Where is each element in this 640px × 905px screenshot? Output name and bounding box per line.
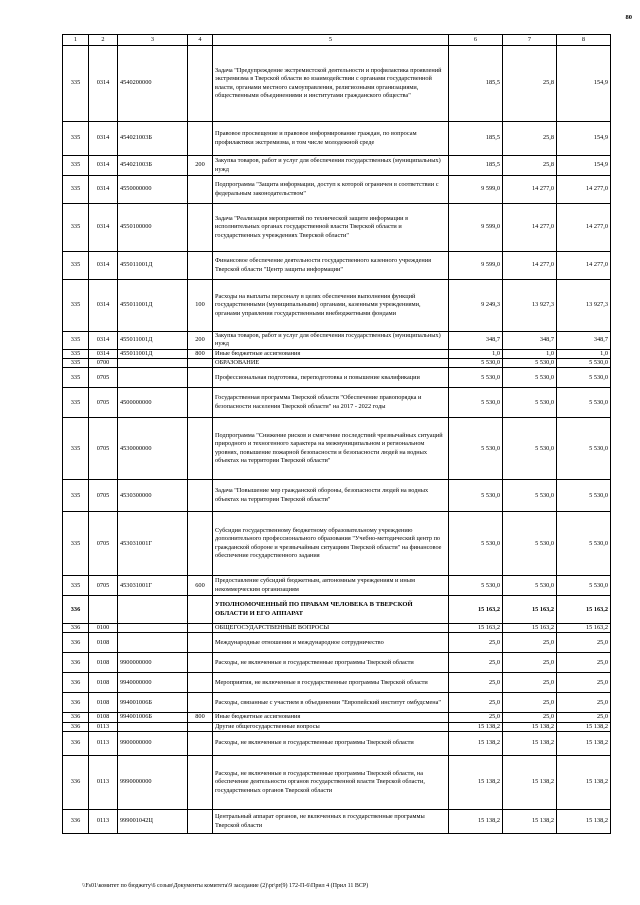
description-cell: Предоставление субсидий бюджетным, автономным учреждениям и иным некоммерческим организациям — [213, 576, 449, 596]
table-row — [63, 368, 611, 388]
expense-type-cell — [188, 732, 213, 756]
amount-cell: 25,0 — [503, 693, 557, 713]
description-cell: Подпрограмма "Снижение рисков и смягчение последствий чрезвычайных ситуаций природного и техногенного характера на межмуниципальном и региональном уровнях, повышение пожарной безопасности и безопасности людей на водных объектах на территории Тверской области" — [213, 418, 449, 480]
amount-cell: 5 530,0 — [449, 480, 503, 512]
target-article-cell: 9900000000 — [118, 653, 188, 673]
code-administrator-cell: 335 — [63, 204, 89, 252]
description-cell: Мероприятия, не включенные в государственные программы Тверской области — [213, 673, 449, 693]
expense-type-cell: 200 — [188, 332, 213, 350]
target-article-cell: 4540200000 — [118, 46, 188, 122]
description-cell: ОБЩЕГОСУДАРСТВЕННЫЕ ВОПРОСЫ — [213, 624, 449, 633]
amount-cell: 15 163,2 — [503, 596, 557, 624]
section-code-cell: 0108 — [89, 633, 118, 653]
amount-cell: 25,0 — [503, 673, 557, 693]
expense-type-cell — [188, 252, 213, 280]
amount-cell: 185,5 — [449, 156, 503, 176]
amount-cell: 5 530,0 — [503, 418, 557, 480]
code-administrator-cell: 335 — [63, 176, 89, 204]
section-code-cell: 0314 — [89, 332, 118, 350]
code-administrator-cell: 336 — [63, 633, 89, 653]
table-row — [63, 46, 611, 122]
description-cell: Профессиональная подготовка, переподготовка и повышение квалификации — [213, 368, 449, 388]
table-row — [63, 576, 611, 596]
amount-cell: 9 249,3 — [449, 280, 503, 332]
amount-cell: 14 277,0 — [557, 204, 611, 252]
section-code-cell: 0113 — [89, 722, 118, 731]
section-code-cell: 0314 — [89, 280, 118, 332]
target-article-cell — [118, 358, 188, 367]
table-row — [63, 176, 611, 204]
amount-cell: 15 138,2 — [557, 732, 611, 756]
amount-cell: 25,0 — [557, 673, 611, 693]
description-cell: УПОЛНОМОЧЕННЫЙ ПО ПРАВАМ ЧЕЛОВЕКА В ТВЕРСКОЙ ОБЛАСТИ И ЕГО АППАРАТ — [213, 596, 449, 624]
table-row — [63, 732, 611, 756]
expense-type-cell — [188, 756, 213, 810]
description-cell: Расходы, связанные с участием в объединении "Европейский институт омбудсмена" — [213, 693, 449, 713]
code-administrator-cell: 336 — [63, 624, 89, 633]
table-row — [63, 653, 611, 673]
code-administrator-cell: 336 — [63, 722, 89, 731]
column-header: 8 — [557, 35, 611, 46]
section-code-cell: 0314 — [89, 156, 118, 176]
expense-type-cell — [188, 673, 213, 693]
target-article-cell: 4550000000 — [118, 176, 188, 204]
amount-cell: 5 530,0 — [557, 512, 611, 576]
target-article-cell: 455011001Д — [118, 349, 188, 358]
target-article-cell: 4530000000 — [118, 418, 188, 480]
table-row — [63, 633, 611, 653]
table-row — [63, 418, 611, 480]
target-article-cell: 9900000000 — [118, 732, 188, 756]
amount-cell: 25,0 — [557, 653, 611, 673]
table-row — [63, 332, 611, 350]
target-article-cell — [118, 368, 188, 388]
amount-cell: 25,0 — [503, 713, 557, 722]
column-header: 5 — [213, 35, 449, 46]
amount-cell: 5 530,0 — [557, 418, 611, 480]
amount-cell: 25,8 — [503, 156, 557, 176]
expense-type-cell — [188, 176, 213, 204]
expense-type-cell — [188, 358, 213, 367]
budget-table — [62, 34, 611, 834]
column-header: 6 — [449, 35, 503, 46]
amount-cell: 25,0 — [557, 713, 611, 722]
column-header: 1 — [63, 35, 89, 46]
amount-cell: 5 530,0 — [503, 388, 557, 418]
code-administrator-cell: 336 — [63, 596, 89, 624]
amount-cell: 15 163,2 — [557, 596, 611, 624]
amount-cell: 15 138,2 — [449, 732, 503, 756]
amount-cell: 9 599,0 — [449, 204, 503, 252]
expense-type-cell: 200 — [188, 156, 213, 176]
amount-cell: 25,0 — [449, 633, 503, 653]
section-code-cell: 0705 — [89, 388, 118, 418]
amount-cell: 15 163,2 — [449, 624, 503, 633]
section-code-cell: 0700 — [89, 358, 118, 367]
description-cell: Расходы, не включенные в государственные программы Тверской области — [213, 732, 449, 756]
amount-cell: 185,5 — [449, 122, 503, 156]
expense-type-cell — [188, 624, 213, 633]
target-article-cell: 454021003Б — [118, 156, 188, 176]
amount-cell: 25,0 — [557, 693, 611, 713]
amount-cell: 15 163,2 — [449, 596, 503, 624]
expense-type-cell — [188, 204, 213, 252]
code-administrator-cell: 335 — [63, 122, 89, 156]
target-article-cell: 455011001Д — [118, 252, 188, 280]
section-code-cell: 0314 — [89, 176, 118, 204]
section-code-cell: 0108 — [89, 653, 118, 673]
target-article-cell: 454021003Б — [118, 122, 188, 156]
description-cell: Расходы, не включенные в государственные программы Тверской области — [213, 653, 449, 673]
amount-cell: 9 599,0 — [449, 176, 503, 204]
target-article-cell: 999001042Ц — [118, 810, 188, 834]
amount-cell: 25,0 — [503, 633, 557, 653]
target-article-cell: 4550100000 — [118, 204, 188, 252]
code-administrator-cell: 335 — [63, 332, 89, 350]
target-article-cell: 455011001Д — [118, 280, 188, 332]
amount-cell: 5 530,0 — [449, 368, 503, 388]
table-row — [63, 722, 611, 731]
section-code-cell: 0705 — [89, 512, 118, 576]
target-article-cell — [118, 722, 188, 731]
amount-cell: 25,0 — [449, 653, 503, 673]
table-row — [63, 596, 611, 624]
expense-type-cell — [188, 388, 213, 418]
code-administrator-cell: 336 — [63, 810, 89, 834]
table-row — [63, 713, 611, 722]
column-header: 4 — [188, 35, 213, 46]
expense-type-cell — [188, 810, 213, 834]
code-administrator-cell: 335 — [63, 280, 89, 332]
expense-type-cell: 100 — [188, 280, 213, 332]
amount-cell: 5 530,0 — [557, 480, 611, 512]
amount-cell: 15 138,2 — [449, 756, 503, 810]
description-cell: Финансовое обеспечение деятельности государственного казенного учреждения Тверской области "Центр защиты информации" — [213, 252, 449, 280]
description-cell: Подпрограмма "Защита информации, доступ к которой ограничен в соответствии с федеральным законодательством" — [213, 176, 449, 204]
amount-cell: 1,0 — [557, 349, 611, 358]
amount-cell: 5 530,0 — [557, 576, 611, 596]
table-body — [63, 46, 611, 834]
amount-cell: 25,0 — [449, 693, 503, 713]
amount-cell: 154,9 — [557, 46, 611, 122]
amount-cell: 348,7 — [449, 332, 503, 350]
target-article-cell — [118, 633, 188, 653]
table-row — [63, 204, 611, 252]
section-code-cell — [89, 596, 118, 624]
amount-cell: 5 530,0 — [449, 576, 503, 596]
section-code-cell: 0705 — [89, 418, 118, 480]
amount-cell: 154,9 — [557, 156, 611, 176]
amount-cell: 9 599,0 — [449, 252, 503, 280]
description-cell: Иные бюджетные ассигнования — [213, 349, 449, 358]
code-administrator-cell: 335 — [63, 480, 89, 512]
table-row — [63, 358, 611, 367]
table-row — [63, 252, 611, 280]
code-administrator-cell: 336 — [63, 713, 89, 722]
code-administrator-cell: 336 — [63, 673, 89, 693]
section-code-cell: 0314 — [89, 46, 118, 122]
amount-cell: 14 277,0 — [503, 176, 557, 204]
amount-cell: 15 163,2 — [557, 624, 611, 633]
expense-type-cell — [188, 512, 213, 576]
description-cell: Правовое просвещение и правовое информирование граждан, по вопросам профилактики экстремизма, в том числе молодежной среде — [213, 122, 449, 156]
description-cell: Закупка товаров, работ и услуг для обеспечения государственных (муниципальных) нужд — [213, 332, 449, 350]
expense-type-cell: 800 — [188, 713, 213, 722]
target-article-cell: 455011001Д — [118, 332, 188, 350]
section-code-cell: 0705 — [89, 576, 118, 596]
code-administrator-cell: 335 — [63, 358, 89, 367]
amount-cell: 25,0 — [557, 633, 611, 653]
amount-cell: 154,9 — [557, 122, 611, 156]
amount-cell: 13 927,3 — [557, 280, 611, 332]
description-cell: Задача "Реализация мероприятий по технической защите информации в исполнительных органах государственной власти Тверской области и государственных учреждениях Тверской области" — [213, 204, 449, 252]
amount-cell: 5 530,0 — [503, 512, 557, 576]
amount-cell: 25,8 — [503, 122, 557, 156]
expense-type-cell — [188, 368, 213, 388]
amount-cell: 5 530,0 — [449, 388, 503, 418]
description-cell: Расходы, не включенные в государственные программы Тверской области, на обеспечение деятельности органов государственной власти Тверской области, государственных органов Тверской области — [213, 756, 449, 810]
section-code-cell: 0108 — [89, 713, 118, 722]
amount-cell: 15 138,2 — [557, 722, 611, 731]
amount-cell: 14 277,0 — [557, 176, 611, 204]
code-administrator-cell: 336 — [63, 732, 89, 756]
code-administrator-cell: 335 — [63, 156, 89, 176]
amount-cell: 5 530,0 — [503, 480, 557, 512]
code-administrator-cell: 335 — [63, 368, 89, 388]
page-number: 80 — [625, 14, 632, 21]
section-code-cell: 0705 — [89, 480, 118, 512]
code-administrator-cell: 335 — [63, 576, 89, 596]
amount-cell: 5 530,0 — [557, 388, 611, 418]
table-row — [63, 156, 611, 176]
section-code-cell: 0113 — [89, 756, 118, 810]
expense-type-cell — [188, 693, 213, 713]
code-administrator-cell: 335 — [63, 512, 89, 576]
amount-cell: 5 530,0 — [449, 418, 503, 480]
description-cell: Иные бюджетные ассигнования — [213, 713, 449, 722]
expense-type-cell: 800 — [188, 349, 213, 358]
section-code-cell: 0314 — [89, 204, 118, 252]
expense-type-cell — [188, 596, 213, 624]
target-article-cell: 4500000000 — [118, 388, 188, 418]
amount-cell: 14 277,0 — [503, 204, 557, 252]
description-cell: Расходы на выплаты персоналу в целях обеспечения выполнения функций государственными (муниципальными) органами, казенными учреждениями, органами управления государственными внебюджетными фондами — [213, 280, 449, 332]
target-article-cell: 453031001Г — [118, 576, 188, 596]
description-cell: Государственная программа Тверской области "Обеспечение правопорядка и безопасности населения Тверской области" на 2017 - 2022 годы — [213, 388, 449, 418]
amount-cell: 25,0 — [503, 653, 557, 673]
table-row — [63, 693, 611, 713]
table-row — [63, 280, 611, 332]
code-administrator-cell: 336 — [63, 693, 89, 713]
expense-type-cell — [188, 722, 213, 731]
target-article-cell: 453031001Г — [118, 512, 188, 576]
table-row — [63, 349, 611, 358]
description-cell: Другие общегосударственные вопросы — [213, 722, 449, 731]
description-cell: Задача "Повышение мер гражданской обороны, безопасности людей на водных объектах на территории Тверской области" — [213, 480, 449, 512]
amount-cell: 15 138,2 — [503, 722, 557, 731]
amount-cell: 25,0 — [449, 673, 503, 693]
amount-cell: 25,0 — [449, 713, 503, 722]
code-administrator-cell: 336 — [63, 653, 89, 673]
amount-cell: 14 277,0 — [503, 252, 557, 280]
description-cell: Задача "Предупреждение экстремистской деятельности и профилактика проявлений экстремизма в Тверской области во взаимодействии с органами государственной власти, органами местного самоуправления, религиозными организациями, общественными объединениями и институтами гражданского общества" — [213, 46, 449, 122]
code-administrator-cell: 335 — [63, 252, 89, 280]
expense-type-cell: 600 — [188, 576, 213, 596]
expense-type-cell — [188, 122, 213, 156]
amount-cell: 1,0 — [503, 349, 557, 358]
expense-type-cell — [188, 480, 213, 512]
target-article-cell: 9990000000 — [118, 756, 188, 810]
table-row — [63, 673, 611, 693]
description-cell: Закупка товаров, работ и услуг для обеспечения государственных (муниципальных) нужд — [213, 156, 449, 176]
amount-cell: 15 138,2 — [503, 810, 557, 834]
description-cell: Субсидия государственному бюджетному образовательному учреждению дополнительного профессионального образования "Учебно-методический центр по гражданской обороне и чрезвычайным ситуациям Тверской области" на финансовое обеспечение государственного задания — [213, 512, 449, 576]
table-row — [63, 624, 611, 633]
amount-cell: 5 530,0 — [503, 358, 557, 367]
expense-type-cell — [188, 653, 213, 673]
amount-cell: 1,0 — [449, 349, 503, 358]
target-article-cell: 994001006Б — [118, 713, 188, 722]
target-article-cell — [118, 624, 188, 633]
expense-type-cell — [188, 46, 213, 122]
section-code-cell: 0113 — [89, 810, 118, 834]
amount-cell: 13 927,3 — [503, 280, 557, 332]
column-header: 7 — [503, 35, 557, 46]
description-cell: Международные отношения и международное сотрудничество — [213, 633, 449, 653]
section-code-cell: 0314 — [89, 252, 118, 280]
amount-cell: 14 277,0 — [557, 252, 611, 280]
section-code-cell: 0314 — [89, 122, 118, 156]
expense-type-cell — [188, 418, 213, 480]
code-administrator-cell: 335 — [63, 388, 89, 418]
section-code-cell: 0314 — [89, 349, 118, 358]
amount-cell: 25,8 — [503, 46, 557, 122]
amount-cell: 185,5 — [449, 46, 503, 122]
section-code-cell: 0100 — [89, 624, 118, 633]
table-row — [63, 480, 611, 512]
amount-cell: 15 138,2 — [503, 732, 557, 756]
table-row — [63, 388, 611, 418]
description-cell: Центральный аппарат органов, не включенных в государственные программы Тверской области — [213, 810, 449, 834]
amount-cell: 5 530,0 — [557, 358, 611, 367]
target-article-cell: 4530300000 — [118, 480, 188, 512]
table-header-row — [63, 35, 611, 46]
amount-cell: 348,7 — [557, 332, 611, 350]
amount-cell: 348,7 — [503, 332, 557, 350]
amount-cell: 5 530,0 — [449, 512, 503, 576]
table-row — [63, 756, 611, 810]
amount-cell: 15 138,2 — [503, 756, 557, 810]
table-row — [63, 512, 611, 576]
code-administrator-cell: 336 — [63, 756, 89, 810]
table-row — [63, 122, 611, 156]
code-administrator-cell: 335 — [63, 418, 89, 480]
footer-file-path: \\Fs01\комитет по бюджету\6 созыв\Документы комитета\9 заседание (2)\pr\pr(9) 172-П-6\Прил 4 (Прил 11 ВСР) — [82, 883, 369, 889]
column-header: 3 — [118, 35, 188, 46]
table-row — [63, 810, 611, 834]
section-code-cell: 0705 — [89, 368, 118, 388]
amount-cell: 15 138,2 — [449, 810, 503, 834]
target-article-cell — [118, 596, 188, 624]
code-administrator-cell: 335 — [63, 349, 89, 358]
target-article-cell: 9940000000 — [118, 673, 188, 693]
target-article-cell: 994001006Б — [118, 693, 188, 713]
amount-cell: 15 138,2 — [557, 756, 611, 810]
description-cell: ОБРАЗОВАНИЕ — [213, 358, 449, 367]
code-administrator-cell: 335 — [63, 46, 89, 122]
section-code-cell: 0108 — [89, 693, 118, 713]
section-code-cell: 0108 — [89, 673, 118, 693]
expense-type-cell — [188, 633, 213, 653]
section-code-cell: 0113 — [89, 732, 118, 756]
amount-cell: 15 163,2 — [503, 624, 557, 633]
amount-cell: 5 530,0 — [449, 358, 503, 367]
amount-cell: 5 530,0 — [557, 368, 611, 388]
column-header: 2 — [89, 35, 118, 46]
amount-cell: 15 138,2 — [557, 810, 611, 834]
amount-cell: 5 530,0 — [503, 576, 557, 596]
amount-cell: 5 530,0 — [503, 368, 557, 388]
amount-cell: 15 138,2 — [449, 722, 503, 731]
